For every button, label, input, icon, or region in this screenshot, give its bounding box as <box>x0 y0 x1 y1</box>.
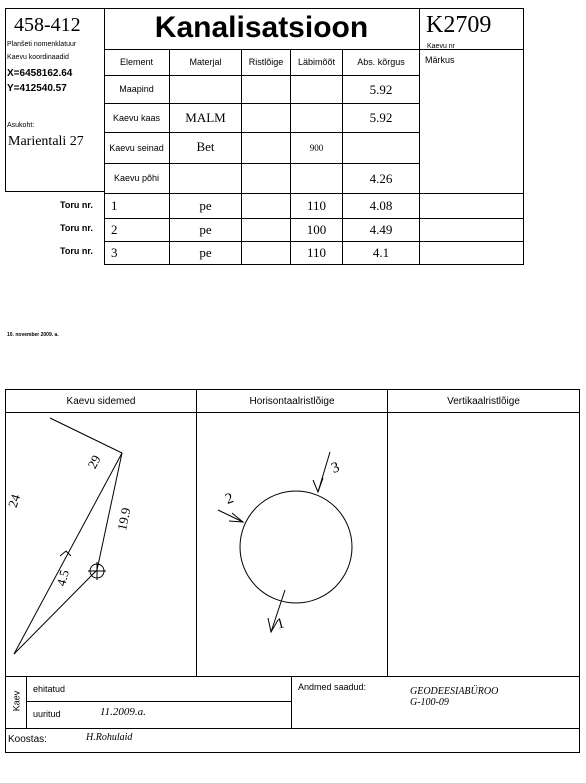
compiled-label: Koostas: <box>8 734 47 745</box>
sketch-label: 19.9 <box>114 506 134 532</box>
col-header-diameter: Läbimõõt <box>297 57 336 67</box>
pipe-diameter: 100 <box>306 222 327 237</box>
pipe-diameter: 110 <box>306 198 327 213</box>
data-source-label: Andmed saadud: <box>298 682 367 692</box>
panel-title-horizontal-section: Horisontaalristlõige <box>249 395 335 407</box>
coords-label: Kaevu koordinaadid <box>7 54 69 61</box>
coord-y: Y=412540.57 <box>7 83 67 94</box>
page-title: Kanalisatsioon <box>154 11 369 44</box>
row-abs-height: 5.92 <box>369 81 393 97</box>
pipe-abs-height: 4.49 <box>369 222 393 237</box>
data-source-code: G-100-09 <box>410 697 449 708</box>
footer-section-label: Kaev <box>11 690 22 712</box>
row-material: Bet <box>196 139 215 154</box>
pipe-material: pe <box>199 245 212 260</box>
pipe-abs-height: 4.08 <box>369 198 393 213</box>
pipe-diameter: 110 <box>306 245 327 260</box>
row-element-label: Kaevu põhi <box>113 173 160 183</box>
row-diameter: 900 <box>309 143 324 153</box>
sketch-label: 1 <box>274 615 287 633</box>
pipe-material: pe <box>199 222 212 237</box>
pipe-label: Toru nr. <box>60 223 93 233</box>
pipe-label: Toru nr. <box>60 246 93 256</box>
sketch-label: 29 <box>84 452 104 472</box>
coord-x: X=6458162.64 <box>7 68 73 79</box>
row-element-label: Kaevu kaas <box>112 112 161 123</box>
pipe-material: pe <box>199 198 212 213</box>
surveyed-value: 11.2009.a. <box>100 706 146 718</box>
nomenclature-number: 458-412 <box>14 14 81 36</box>
panel-title-vertical-section: Vertikaalristlõige <box>447 395 520 407</box>
address-value: Marientali 27 <box>8 134 84 149</box>
date-note: 10. november 2009. a. <box>7 332 59 338</box>
row-element-label: Maapind <box>119 84 154 94</box>
col-header-notes: Märkus <box>425 55 455 65</box>
row-material: MALM <box>185 110 226 125</box>
col-header-material: Materjal <box>189 57 222 67</box>
pipe-number: 2 <box>111 222 118 237</box>
well-number-label: Kaevu nr <box>427 43 456 50</box>
address-label: Asukoht: <box>7 122 35 129</box>
compiled-value: H.Rohulaid <box>86 732 133 743</box>
sketch-label: 2 <box>223 490 236 508</box>
pipe-number: 1 <box>111 198 118 213</box>
row-abs-height: 4.26 <box>369 170 393 186</box>
col-header-element: Element <box>119 57 154 67</box>
col-header-cross-section: Ristlõige <box>248 57 284 67</box>
data-source-value: GEODEESIABÜROO <box>410 686 499 697</box>
pipe-number: 3 <box>111 245 118 260</box>
sketch-label: 24 <box>4 492 24 510</box>
panel-title-well-ties: Kaevu sidemed <box>66 395 136 407</box>
sketch-label: 3 <box>329 459 342 477</box>
row-abs-height: 5.92 <box>369 110 393 125</box>
built-label: ehitatud <box>33 684 66 694</box>
nomenclature-label: Planšeti nomenklatuur <box>7 41 77 48</box>
pipe-abs-height: 4.1 <box>372 245 390 260</box>
row-element-label: Kaevu seinad <box>109 142 164 153</box>
surveyed-label: uuritud <box>33 709 61 719</box>
well-number: K2709 <box>426 12 492 38</box>
sketch-label: 4.5 <box>53 568 72 588</box>
col-header-abs-height: Abs. kõrgus <box>357 57 405 67</box>
pipe-label: Toru nr. <box>60 200 93 210</box>
